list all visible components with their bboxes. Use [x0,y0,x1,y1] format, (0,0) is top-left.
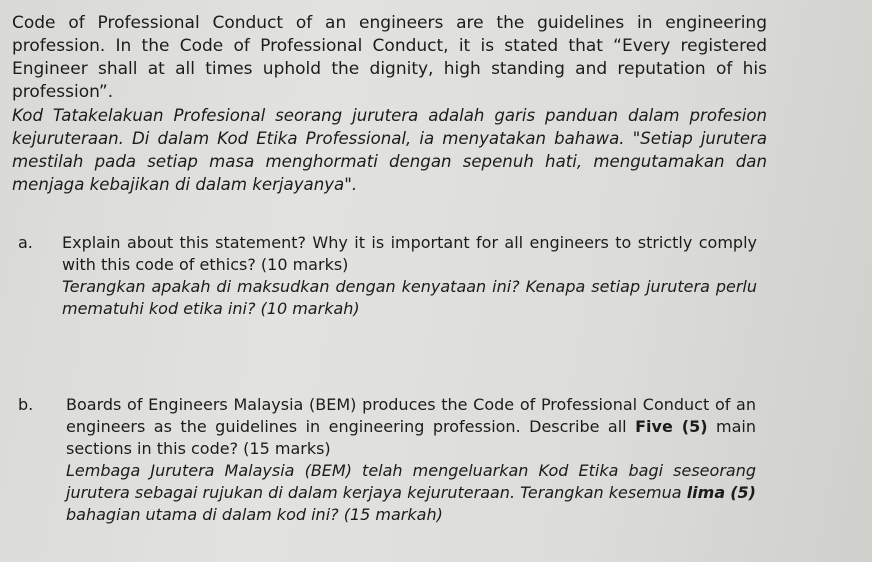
question-b-english [66,394,756,460]
question-b-five-number-bold: (5) [730,483,756,502]
intro-malay: Kod Tatakelakuan Profesional seorang jurutera adalah garis panduan dalam profesion kejuruteraan. Di dalam Kod Etika Professional, ia menyatakan bahawa. "Setiap jurutera mestilah pada setiap masa menghormati dengan sepenuh hati, mengutamakan dan menjaga kebajikan di dalam kerjayanya". [12,106,767,194]
question-a-english: Explain about this statement? Why it is important for all engineers to strictly comply with this code of ethics? (10 marks) [62,233,757,274]
question-b-lima-bold: lima [686,483,726,502]
question-b-letter: b. [18,395,34,414]
question-b-english-text-1: Boards of Engineers Malaysia (BEM) produces the Code of Professional Conduct of an engineers as the guidelines in engineering profession. Describe all [66,395,756,436]
intro-english: Code of Professional Conduct of an engineers are the guidelines in engineering profession. In the Code of Professional Conduct, it is stated that “Every registered Engineer shall at all times uphold the dignity, high standing and reputation of his profession”. [12,13,767,102]
question-b-five-bold: Five (5) [635,417,708,436]
question-b-english-text-2: main sections in this code? (15 marks) [66,417,757,458]
question-b-malay-text-2: bahagian utama di dalam kod ini? (15 markah) [66,505,443,524]
question-a-malay: Terangkan apakah di maksudkan dengan kenyataan ini? Kenapa setiap jurutera perlu mematuhi kod etika ini? (10 markah) [62,277,757,318]
question-b-body [66,394,756,526]
question-a-body [62,232,757,320]
question-a-letter: a. [18,233,33,252]
question-b-malay [66,460,756,526]
question-b-malay-text-1: Lembaga Jurutera Malaysia (BEM) telah mengeluarkan Kod Etika bagi seseorang jurutera sebagai rujukan di dalam kerjaya kejuruteraan. Terangkan kesemua [66,461,756,502]
intro-section [12,12,767,196]
